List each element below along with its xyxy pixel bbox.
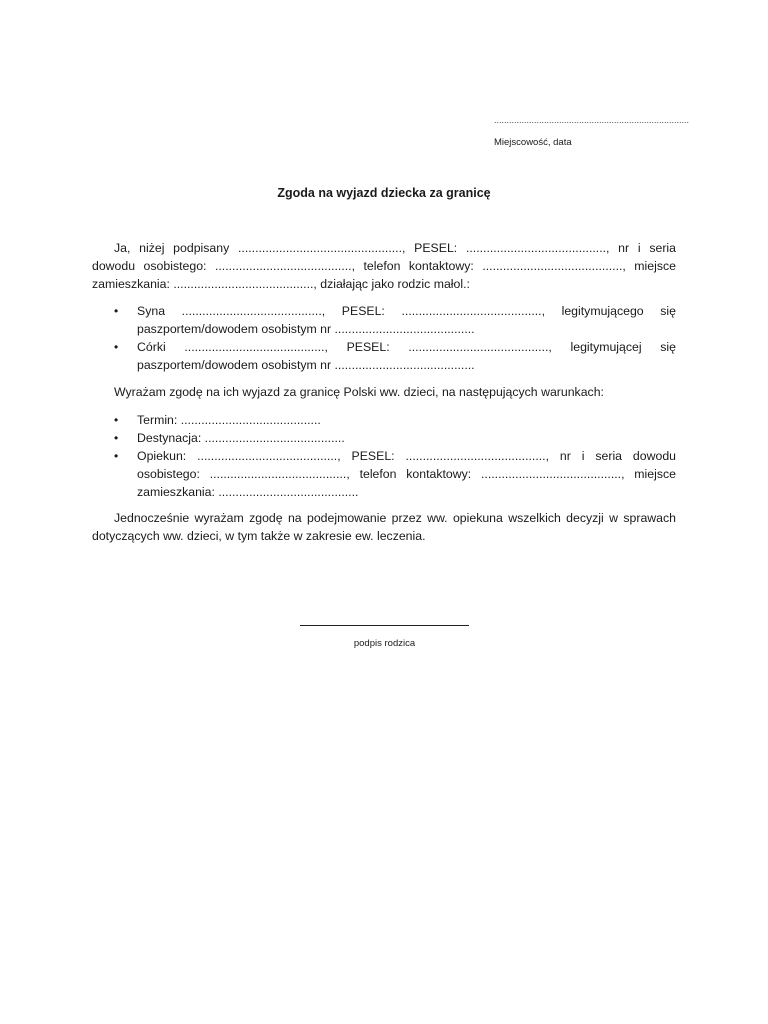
list-item-text: Córki ........................................., PESEL: ........................................., legitymującej się paszportem/dowodem osobistym nr ......................................... xyxy=(137,340,676,372)
list-item-destination xyxy=(92,429,676,447)
bullet-icon: • xyxy=(114,449,119,463)
signature-block xyxy=(300,611,469,649)
list-item-son xyxy=(92,302,676,338)
bullet-icon: • xyxy=(114,431,119,445)
intro-section xyxy=(92,239,676,293)
intro-paragraph: Ja, niżej podpisany ................................................, PESEL: ........................................., nr i seria dowodu osobistego: ........................................, telefon kontaktowy: ........................................., miejsce zamieszkania: ........................................., działając jako rodzic małol.: xyxy=(92,241,676,291)
list-item-text: Opiekun: ........................................., PESEL: ........................................., nr i seria dowodu osobistego: ........................................, telefon kontaktowy: ........................................., miejsce zamieszkania: ......................................... xyxy=(137,449,676,499)
list-item-text: Syna ........................................., PESEL: ........................................., legitymującego się paszportem/dowodem osobistym nr ......................................... xyxy=(137,304,676,336)
list-item-guardian xyxy=(92,447,676,501)
final-paragraph: Jednocześnie wyrażam zgodę na podejmowanie przez ww. opiekuna wszelkich decyzji w sprawach dotyczących ww. dzieci, w tym także w zakresie ew. leczenia. xyxy=(92,511,676,543)
consent-paragraph: Wyrażam zgodę na ich wyjazd za granicę Polski ww. dzieci, na następujących warunkach: xyxy=(114,385,604,399)
list-item-text: Termin: ......................................... xyxy=(137,413,321,427)
consent-section xyxy=(92,383,676,401)
conditions-list-section xyxy=(92,411,676,501)
children-list xyxy=(92,302,676,374)
bullet-icon: • xyxy=(114,304,119,318)
final-section xyxy=(92,509,676,545)
conditions-list xyxy=(92,411,676,501)
signature-line xyxy=(300,611,469,626)
children-list-section xyxy=(92,302,676,374)
document-title: Zgoda na wyjazd dziecka za granicę xyxy=(277,186,491,200)
list-item-daughter xyxy=(92,338,676,374)
place-date-label: Miejscowość, data xyxy=(494,137,572,148)
list-item-text: Destynacja: ......................................... xyxy=(137,431,345,445)
place-date-blank: .............................................................................. xyxy=(494,115,690,125)
bullet-icon: • xyxy=(114,413,119,427)
signature-label: podpis rodzica xyxy=(353,638,416,649)
place-date-block xyxy=(494,114,690,148)
bullet-icon: • xyxy=(114,340,119,354)
list-item-term xyxy=(92,411,676,429)
